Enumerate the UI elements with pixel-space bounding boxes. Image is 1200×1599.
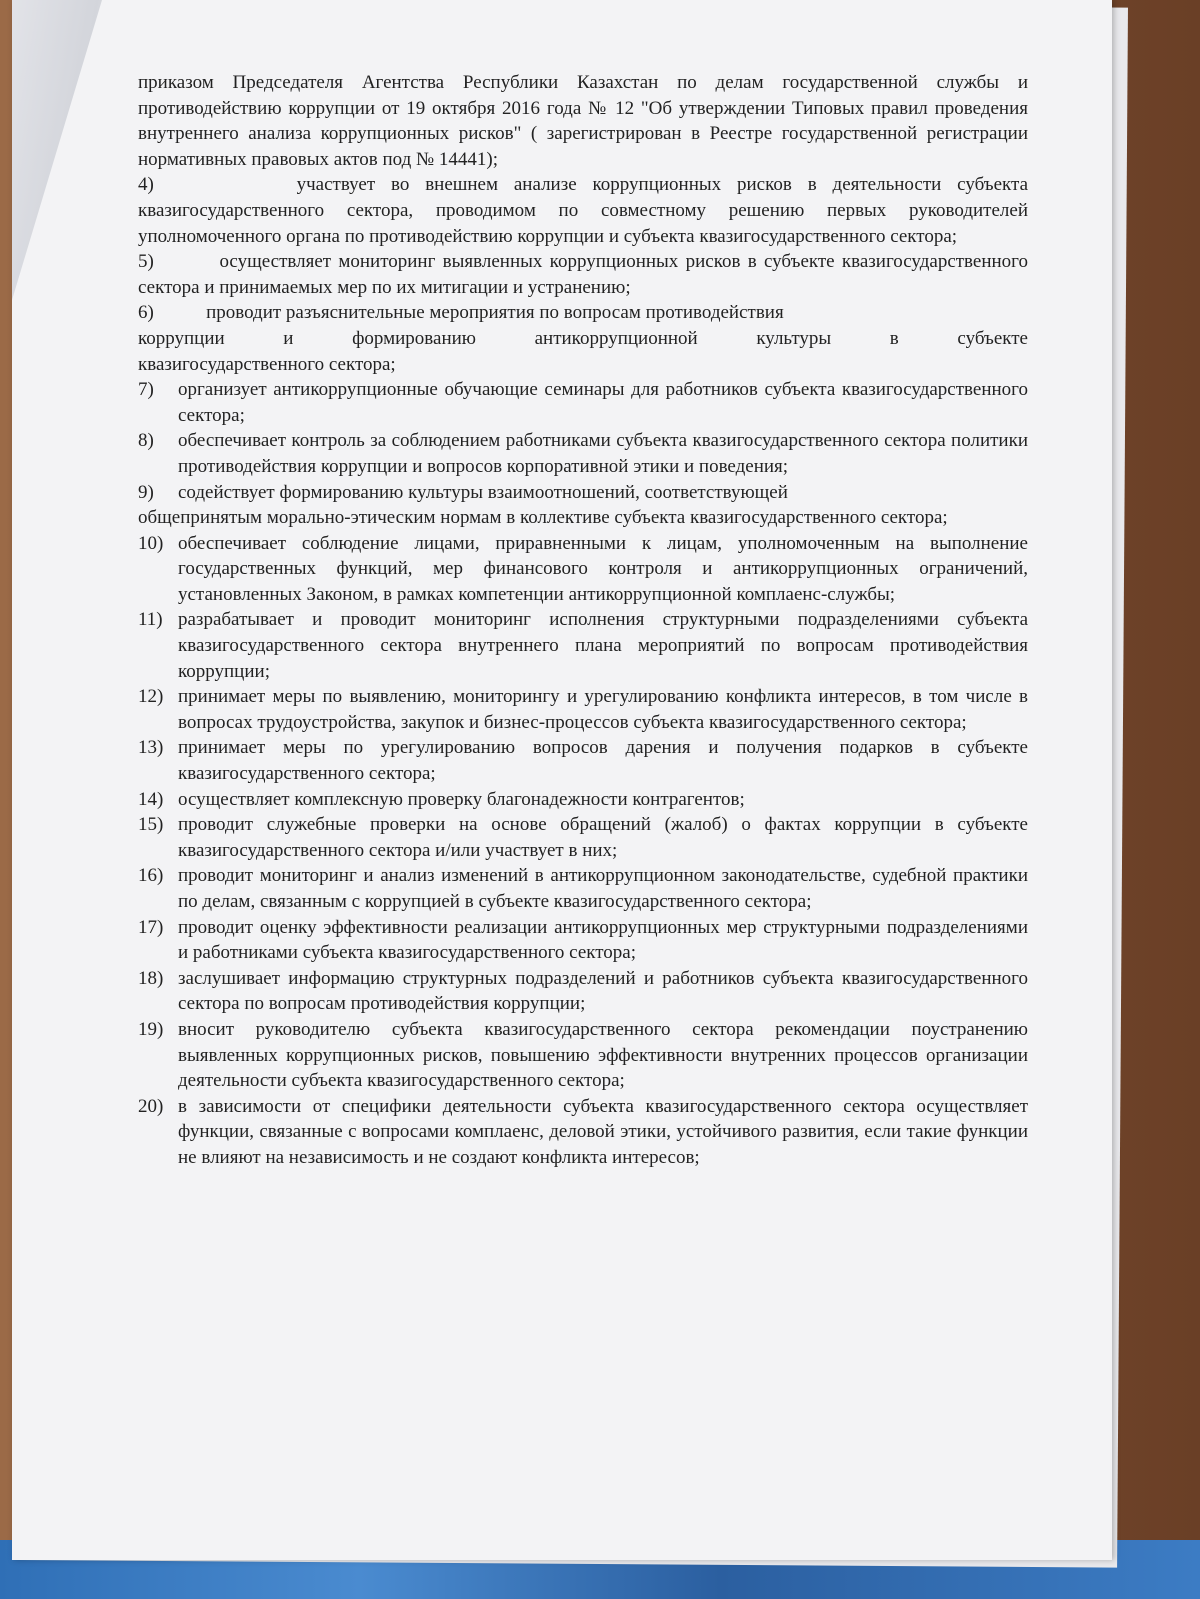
list-item-8: 8) обеспечивает контроль за соблюдением работниками субъекта квазигосударственного сектора политики противодействия коррупции и вопросов корпоративной этики и поведения; bbox=[138, 430, 1028, 477]
list-item-14: 14) осуществляет комплексную проверку благонадежности контрагентов; bbox=[138, 788, 745, 810]
list-item-5: 5) осуществляет мониторинг выявленных коррупционных рисков в субъекте квазигосударственного сектора и принимаемых мер по их митигации и устранению; bbox=[138, 251, 1029, 298]
list-item-7: 7) организует антикоррупционные обучающие семинары для работников субъекта квазигосударственного сектора; bbox=[138, 379, 1028, 426]
document-body bbox=[138, 70, 1028, 1171]
list-item-16: 16) проводит мониторинг и анализ изменений в антикоррупционном законодательстве, судебной практики по делам, связанным с коррупцией в субъекте квазигосударственного сектора; bbox=[138, 865, 1028, 912]
list-item-9: 9) содействует формированию культуры взаимоотношений, соответствующей bbox=[138, 481, 788, 503]
list-item-15: 15) проводит служебные проверки на основе обращений (жалоб) о фактах коррупции в субъекте квазигосударственного сектора и/или участвует в них; bbox=[138, 814, 1028, 861]
list-item-20: 20) в зависимости от специфики деятельности субъекта квазигосударственного сектора осуществляет функции, связанные с вопросами комплаенс, деловой этики, устойчивого развития, если такие функции не влияют на независимость и не создают конфликта интересов; bbox=[138, 1095, 1028, 1168]
list-item-17: 17) проводит оценку эффективности реализации антикоррупционных мер структурными подразделениями и работниками субъекта квазигосударственного сектора; bbox=[138, 916, 1028, 964]
list-item-18: 18) заслушивает информацию структурных подразделений и работников субъекта квазигосударственного сектора по вопросам противодействия коррупции; bbox=[138, 967, 1028, 1015]
list-item-6-cont-b: квазигосударственного сектора; bbox=[138, 353, 396, 375]
list-item-6-cont-a: коррупции и формированию антикоррупционной культуры в субъекте bbox=[138, 327, 1028, 349]
list-item-9-cont: общепринятым морально-этическим нормам в коллективе субъекта квазигосударственного сектора; bbox=[138, 507, 948, 529]
list-item-19: 19) вносит руководителю субъекта квазигосударственного сектора рекомендации поустранению выявленных коррупционных рисков, повышению эффективности внутренних процессов организации деятельности субъекта квазигосударственного сектора; bbox=[138, 1018, 1028, 1092]
list-item-13: 13) принимает меры по урегулированию вопросов дарения и получения подарков в субъекте квазигосударственного сектора; bbox=[138, 737, 1028, 785]
list-item-10: 10) обеспечивает соблюдение лицами, приравненными к лицам, уполномоченным на выполнение государственных функций, мер финансового контроля и антикоррупционных ограничений, установленных Законом, в рамках компетенции антикоррупционной комплаенс-службы; bbox=[138, 532, 1028, 605]
intro-paragraph: приказом Председателя Агентства Республики Казахстан по делам государственной службы и противодействию коррупции от 19 октября 2016 года № 12 "Об утверждении Типовых правил проведения внутреннего анализа коррупционных рисков" ( зарегистрирован в Реестре государственной регистрации нормативных правовых актов под № 14441); bbox=[138, 72, 1028, 170]
list-item-4: 4) участвует во внешнем анализе коррупционных рисков в деятельности субъекта квазигосударственного сектора, проводимом по совместному решению первых руководителей уполномоченного органа по противодействию коррупции и субъекта квазигосударственного сектора; bbox=[138, 174, 1029, 247]
folded-corner bbox=[12, 0, 102, 300]
list-item-11: 11) разрабатывает и проводит мониторинг исполнения структурными подразделениями субъекта квазигосударственного сектора внутреннего плана мероприятий по вопросам противодействия коррупции; bbox=[138, 609, 1028, 682]
list-item-6: 6) проводит разъяснительные мероприятия по вопросам противодействия bbox=[138, 302, 784, 324]
list-item-12: 12) принимает меры по выявлению, мониторингу и урегулированию конфликта интересов, в том числе в вопросах трудоустройства, закупок и бизнес-процессов субъекта квазигосударственного сектора; bbox=[138, 686, 1028, 733]
